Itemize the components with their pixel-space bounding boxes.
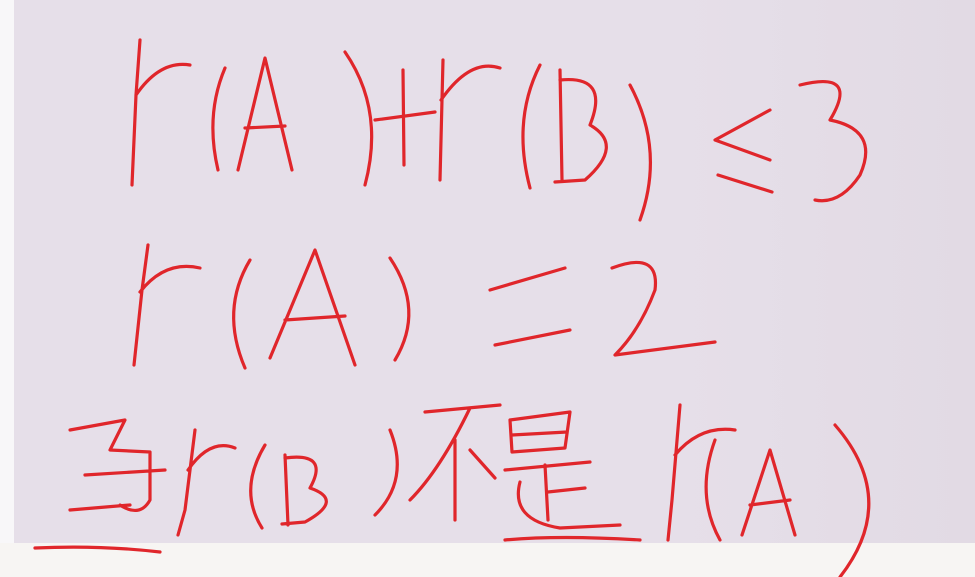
line-3-strokes	[35, 405, 869, 577]
l1-r2	[440, 60, 500, 180]
l1-paren-open2	[523, 65, 540, 188]
l2-paren-open	[234, 260, 250, 368]
l3-paren-close2	[835, 425, 869, 577]
l1-A	[238, 58, 292, 170]
l3-underline-mid	[505, 538, 640, 541]
l1-r	[132, 40, 190, 185]
l3-A	[742, 450, 795, 535]
l3-underline-left	[35, 547, 160, 552]
l3-bu	[410, 405, 500, 520]
l3-paren-open	[251, 445, 265, 528]
l3-r2	[668, 405, 735, 540]
l3-paren-open2	[706, 440, 720, 540]
l2-paren-close	[390, 258, 409, 360]
l1-B	[555, 70, 606, 182]
l1-paren-open	[213, 68, 225, 170]
l3-B	[282, 455, 326, 525]
l1-leq	[715, 110, 772, 192]
l3-shi	[505, 412, 620, 528]
line-2-strokes	[134, 245, 715, 368]
l2-A	[270, 250, 355, 365]
l2-eq	[490, 268, 570, 345]
l1-3	[800, 82, 866, 201]
l1-paren-close2	[630, 85, 650, 220]
l3-paren-close	[375, 430, 397, 515]
l3-r	[178, 430, 235, 535]
l1-plus	[375, 70, 435, 165]
l1-paren-close	[345, 52, 372, 185]
line-1-strokes	[132, 40, 866, 220]
l2-r	[134, 245, 200, 365]
l3-yu	[70, 420, 165, 510]
l2-2	[612, 262, 715, 355]
